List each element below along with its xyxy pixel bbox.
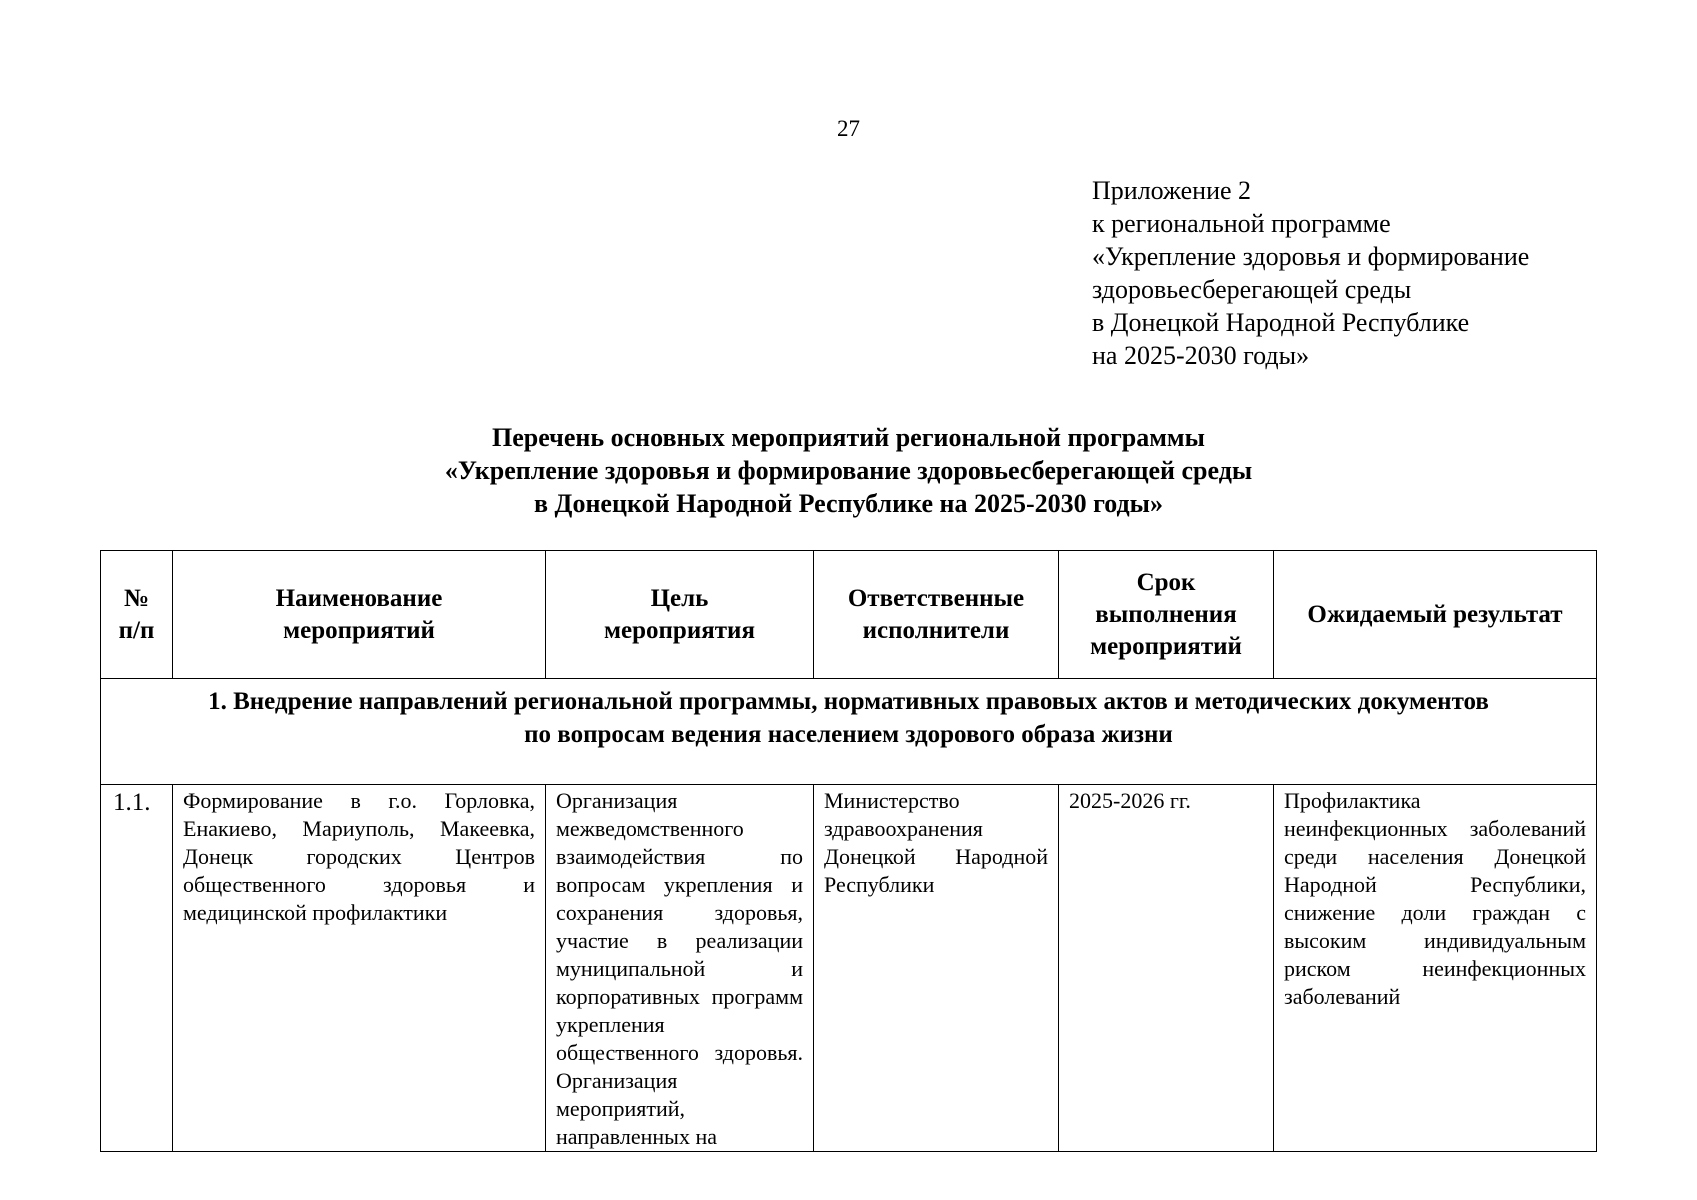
title-line: Перечень основных мероприятий региональной программы — [492, 423, 1205, 452]
measures-table — [100, 550, 1597, 1152]
appendix-line: «Укрепление здоровья и формирование — [1092, 242, 1530, 271]
appendix-line: к региональной программе — [1092, 209, 1391, 238]
header-name: Наименование мероприятий — [173, 551, 546, 679]
cell-number: 1.1. — [101, 785, 173, 1152]
section-row — [101, 679, 1597, 785]
table-header-row — [101, 551, 1597, 679]
header-number: № п/п — [101, 551, 173, 679]
section-heading: 1. Внедрение направлений региональной программы, нормативных правовых актов и методических документов по вопросам ведения населением здорового образа жизни — [101, 679, 1597, 785]
header-result: Ожидаемый результат — [1274, 551, 1597, 679]
cell-term: 2025-2026 гг. — [1059, 785, 1274, 1152]
cell-executors: Министерство здравоохранения Донецкой Народной Республики — [814, 785, 1059, 1152]
appendix-note — [1092, 174, 1529, 372]
cell-result: Профилактика неинфекционных заболеваний среди населения Донецкой Народной Республики, снижение доли граждан с высоким индивидуальным риском неинфекционных заболеваний — [1274, 785, 1597, 1152]
cell-name: Формирование в г.о. Горловка, Енакиево, Мариуполь, Макеевка, Донецк городских Центров общественного здоровья и медицинской профилактики — [173, 785, 546, 1152]
header-executors: Ответственные исполнители — [814, 551, 1059, 679]
appendix-line: в Донецкой Народной Республике — [1092, 308, 1470, 337]
document-title — [0, 421, 1697, 520]
appendix-line: здоровьесберегающей среды — [1092, 275, 1412, 304]
title-line: в Донецкой Народной Республике на 2025-2030 годы» — [534, 489, 1163, 518]
header-goal: Цель мероприятия — [546, 551, 814, 679]
cell-goal: Организация межведомственного взаимодействия по вопросам укрепления и сохранения здоровья, участие в реализации муниципальной и корпоративных программ укрепления общественного здоровья. Организация мероприятий, направленных на — [546, 785, 814, 1152]
page-number: 27 — [837, 116, 860, 141]
header-term: Срок выполнения мероприятий — [1059, 551, 1274, 679]
title-line: «Укрепление здоровья и формирование здоровьесберегающей среды — [444, 456, 1253, 485]
table-row — [101, 785, 1597, 1152]
appendix-line: на 2025-2030 годы» — [1092, 341, 1310, 370]
appendix-line: Приложение 2 — [1092, 176, 1252, 205]
